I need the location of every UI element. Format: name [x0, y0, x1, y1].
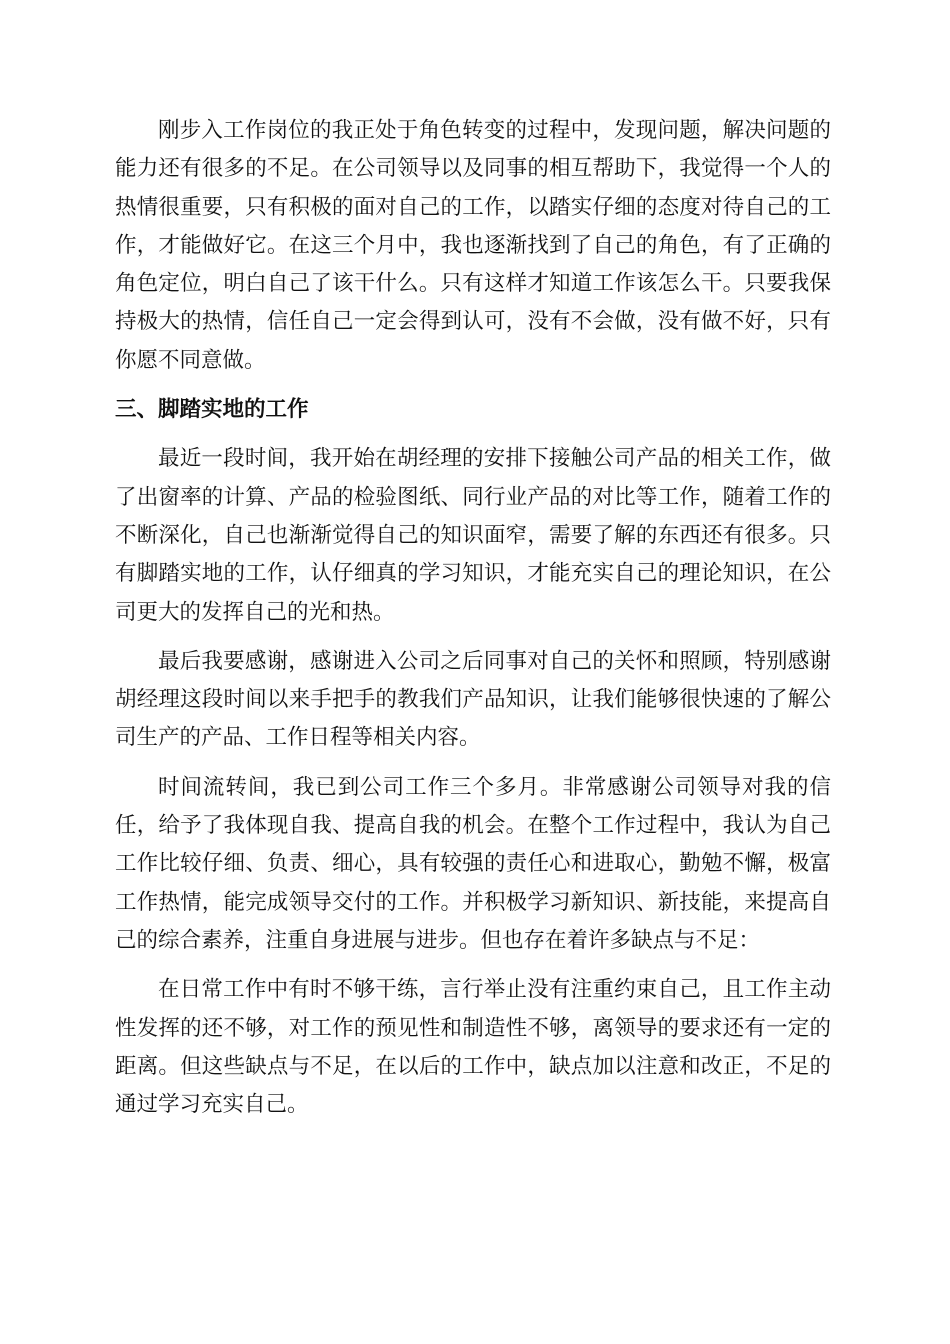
- paragraph-shortcomings: 在日常工作中有时不够干练，言行举止没有注重约束自己，且工作主动性发挥的还不够，对工作的预见性和制造性不够，离领导的要求还有一定的距离。但这些缺点与不足，在以后的工作中，缺点加以注意和改正，不足的通过学习充实自己。: [115, 977, 831, 1118]
- paragraph-thanks: 最后我要感谢，感谢进入公司之后同事对自己的关怀和照顾，特别感谢胡经理这段时间以来手把手的教我们产品知识，让我们能够很快速的了解公司生产的产品、工作日程等相关内容。: [115, 648, 831, 751]
- paragraph-gap: [115, 758, 831, 769]
- paragraph-self-assessment: 时间流转间，我已到公司工作三个多月。非常感谢公司领导对我的信任，给予了我体现自我、提高自我的机会。在整个工作过程中，我认为自己工作比较仔细、负责、细心，具有较强的责任心和进取心，勤勉不懈，极富工作热情，能完成领导交付的工作。并积极学习新知识、新技能，来提高自己的综合素养，注重自身进展与进步。但也存在着许多缺点与不足：: [115, 774, 831, 953]
- paragraph-gap: [115, 632, 831, 643]
- paragraph-gap: [115, 380, 831, 391]
- paragraph-gap: [115, 429, 831, 440]
- paragraph-product-work: 最近一段时间，我开始在胡经理的安排下接触公司产品的相关工作，做了出窗率的计算、产品的检验图纸、同行业产品的对比等工作，随着工作的不断深化，自己也渐渐觉得自己的知识面窄，需要了解的东西还有很多。只有脚踏实地的工作，认仔细真的学习知识，才能充实自己的理论知识，在公司更大的发挥自己的光和热。: [115, 446, 831, 625]
- paragraph-role-transition: 刚步入工作岗位的我正处于角色转变的过程中，发现问题，解决问题的能力还有很多的不足。在公司领导以及同事的相互帮助下，我觉得一个人的热情很重要，只有积极的面对自己的工作，以踏实仔细的态度对待自己的工作，才能做好它。在这三个月中，我也逐渐找到了自己的角色，有了正确的角色定位，明白自己了该干什么。只有这样才知道工作该怎么干。只要我保持极大的热情，信任自己一定会得到认可，没有不会做，没有做不好，只有你愿不同意做。: [115, 118, 831, 373]
- section-heading: 三、脚踏实地的工作: [115, 397, 309, 423]
- document-page: [115, 112, 831, 1124]
- paragraph-gap: [115, 960, 831, 971]
